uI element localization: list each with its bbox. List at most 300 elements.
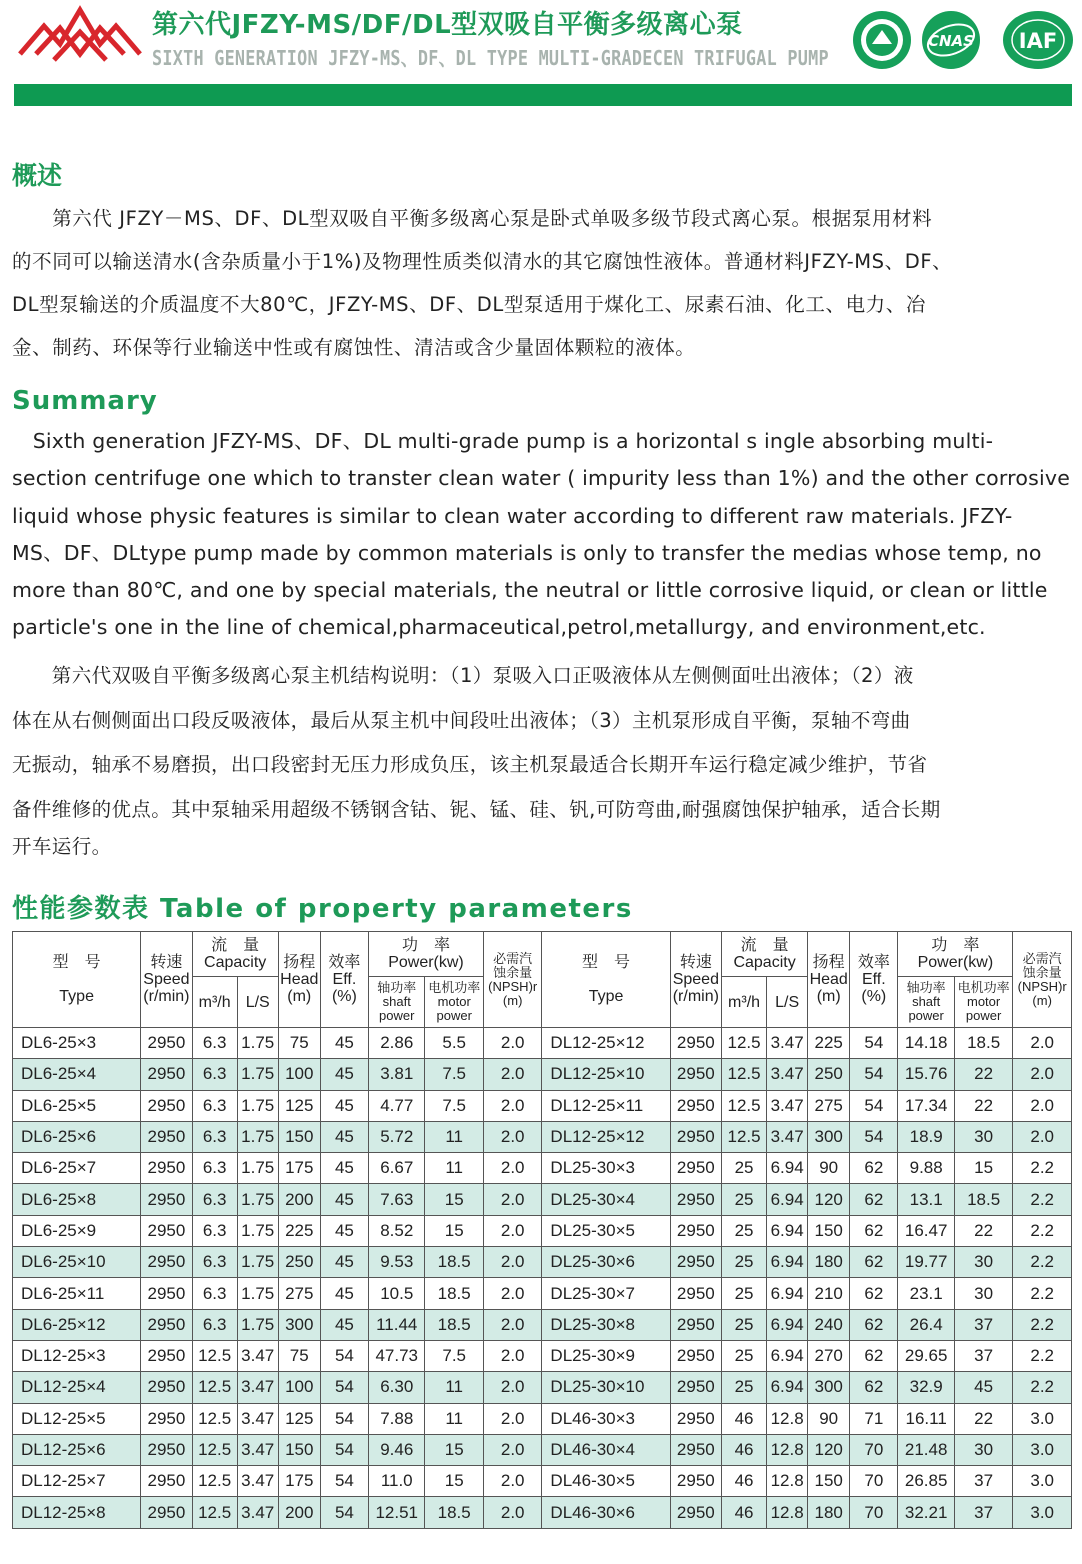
table-cell: 16.47 bbox=[898, 1215, 954, 1246]
table-cell: 12.8 bbox=[767, 1466, 808, 1497]
table-cell: 18.5 bbox=[425, 1309, 483, 1340]
power-column-header bbox=[898, 932, 1013, 977]
table-cell: 22 bbox=[954, 1215, 1012, 1246]
npsh-header-unit: (m) bbox=[1032, 992, 1052, 1008]
table-cell: 2950 bbox=[670, 1340, 721, 1371]
table-cell: 26.85 bbox=[898, 1466, 954, 1497]
npsh-header-en: (NPSH)r bbox=[1017, 978, 1067, 994]
pump-model-cell: DL6-25×12 bbox=[13, 1309, 141, 1340]
table-cell: 3.47 bbox=[237, 1466, 278, 1497]
table-cell: 11 bbox=[425, 1372, 483, 1403]
table-cell: 3.0 bbox=[1013, 1403, 1072, 1434]
table-cell: 12.5 bbox=[721, 1090, 766, 1121]
table-cell: 90 bbox=[808, 1153, 850, 1184]
capacity-m3h-header bbox=[721, 977, 766, 1028]
table-cell: 37 bbox=[954, 1466, 1012, 1497]
table-cell: 2.2 bbox=[1013, 1278, 1072, 1309]
table-cell: 11 bbox=[425, 1153, 483, 1184]
table-cell: 2.0 bbox=[1013, 1059, 1072, 1090]
table-cell: 2.0 bbox=[1013, 1028, 1072, 1059]
pump-model-cell: DL25-30×3 bbox=[542, 1153, 670, 1184]
table-cell: 300 bbox=[278, 1309, 320, 1340]
table-cell: 7.63 bbox=[369, 1184, 425, 1215]
table-cell: 2950 bbox=[141, 1059, 192, 1090]
table-cell: 15 bbox=[954, 1153, 1012, 1184]
page-title-cn: 第六代JFZY-MS/DF/DL型双吸自平衡多级离心泵 bbox=[152, 10, 743, 40]
table-cell: 22 bbox=[954, 1090, 1012, 1121]
table-cell: 12.8 bbox=[767, 1497, 808, 1528]
pump-model-cell: DL6-25×11 bbox=[13, 1278, 141, 1309]
table-cell: 150 bbox=[808, 1466, 850, 1497]
table-cell: 37 bbox=[954, 1497, 1012, 1528]
table-cell: 2950 bbox=[670, 1247, 721, 1278]
efficiency-column-header bbox=[320, 932, 368, 1028]
pump-model-cell: DL6-25×9 bbox=[13, 1215, 141, 1246]
table-cell: 62 bbox=[850, 1153, 898, 1184]
overview-line: 金、制药、环保等行业输送中性或有腐蚀性、清洁或含少量固体颗粒的液体。 bbox=[12, 336, 696, 359]
capacity-header-en: Capacity bbox=[733, 954, 796, 971]
table-cell: 37 bbox=[954, 1340, 1012, 1371]
table-cell: 30 bbox=[954, 1434, 1012, 1465]
npsh-header-unit: (m) bbox=[502, 992, 523, 1008]
power-header-en: Power(kw) bbox=[917, 954, 994, 971]
pump-model-cell: DL25-30×8 bbox=[542, 1309, 670, 1340]
pump-model-cell: DL12-25×6 bbox=[13, 1434, 141, 1465]
table-cell: 1.75 bbox=[237, 1153, 278, 1184]
pump-model-cell: DL12-25×5 bbox=[13, 1403, 141, 1434]
table-cell: 32.21 bbox=[898, 1497, 954, 1528]
table-cell: 12.5 bbox=[192, 1372, 237, 1403]
capacity-m3h-header: m³/h bbox=[198, 993, 231, 1011]
pump-model-cell: DL46-30×6 bbox=[542, 1497, 670, 1528]
page-header bbox=[0, 0, 1082, 110]
motor-header-cn: 电机功率 bbox=[957, 980, 1010, 995]
table-cell: 225 bbox=[278, 1215, 320, 1246]
table-cell: 11.0 bbox=[369, 1466, 425, 1497]
table-cell: 17.34 bbox=[898, 1090, 954, 1121]
table-cell: 18.5 bbox=[954, 1028, 1012, 1059]
table-cell: 2950 bbox=[670, 1434, 721, 1465]
capacity-column-header bbox=[721, 932, 807, 977]
table-heading: 性能参数表 Table of property parameters bbox=[12, 894, 633, 924]
table-cell: 75 bbox=[278, 1028, 320, 1059]
table-row bbox=[13, 1278, 1072, 1309]
npsh-header-cn2: 蚀余量 bbox=[1022, 964, 1062, 980]
pump-model-cell: DL12-25×11 bbox=[542, 1090, 670, 1121]
table-cell: 54 bbox=[850, 1059, 898, 1090]
table-cell: 15 bbox=[425, 1434, 483, 1465]
table-cell: 54 bbox=[320, 1403, 368, 1434]
table-cell: 2.0 bbox=[483, 1278, 541, 1309]
page-title-en: SIXTH GENERATION JFZY-MS、DF、DL TYPE MULTI-GRADECEN TRIFUGAL PUMP bbox=[152, 46, 829, 70]
table-cell: 54 bbox=[320, 1340, 368, 1371]
capacity-ls-header bbox=[237, 977, 278, 1028]
table-cell: 54 bbox=[850, 1121, 898, 1152]
table-cell: 45 bbox=[320, 1090, 368, 1121]
table-cell: 4.77 bbox=[369, 1090, 425, 1121]
overview-heading: 概述 bbox=[12, 161, 63, 190]
capacity-column-header bbox=[192, 932, 278, 977]
table-cell: 2950 bbox=[670, 1184, 721, 1215]
table-cell: 120 bbox=[808, 1184, 850, 1215]
table-cell: 2.0 bbox=[483, 1309, 541, 1340]
table-cell: 8.52 bbox=[369, 1215, 425, 1246]
table-cell: 150 bbox=[808, 1215, 850, 1246]
power-header-en: Power(kw) bbox=[388, 954, 464, 971]
table-row bbox=[13, 1121, 1072, 1152]
motor-power-header bbox=[425, 977, 483, 1028]
pump-model-cell: DL46-30×4 bbox=[542, 1434, 670, 1465]
table-row bbox=[13, 1184, 1072, 1215]
type-header-cn: 型 号 bbox=[582, 954, 631, 971]
table-row bbox=[13, 1340, 1072, 1371]
table-cell: 125 bbox=[278, 1090, 320, 1121]
pump-model-cell: DL25-30×5 bbox=[542, 1215, 670, 1246]
table-cell: 6.3 bbox=[192, 1184, 237, 1215]
table-cell: 3.47 bbox=[237, 1372, 278, 1403]
table-cell: 6.94 bbox=[767, 1372, 808, 1403]
capacity-header-cn: 流 量 bbox=[211, 937, 260, 954]
table-cell: 22 bbox=[954, 1059, 1012, 1090]
speed-header-cn: 转速 bbox=[679, 954, 712, 971]
company-logo-icon bbox=[14, 2, 146, 64]
npsh-column-header bbox=[1013, 932, 1072, 1028]
summary-line: Sixth generation JFZY-MS、DF、DL multi-grade pump is a horizontal s ingle absorbing multi- bbox=[12, 429, 994, 453]
table-cell: 45 bbox=[320, 1215, 368, 1246]
pump-model-cell: DL46-30×3 bbox=[542, 1403, 670, 1434]
table-cell: 12.8 bbox=[767, 1403, 808, 1434]
table-cell: 62 bbox=[850, 1184, 898, 1215]
table-cell: 6.30 bbox=[369, 1372, 425, 1403]
pump-model-cell: DL12-25×7 bbox=[13, 1466, 141, 1497]
table-row bbox=[13, 1372, 1072, 1403]
pump-model-cell: DL12-25×10 bbox=[542, 1059, 670, 1090]
capacity-ls-header: L/S bbox=[775, 993, 800, 1011]
table-cell: 70 bbox=[850, 1497, 898, 1528]
table-cell: 32.9 bbox=[898, 1372, 954, 1403]
table-cell: 9.53 bbox=[369, 1247, 425, 1278]
table-cell: 18.5 bbox=[425, 1497, 483, 1528]
table-cell: 25 bbox=[721, 1215, 766, 1246]
table-cell: 12.8 bbox=[767, 1434, 808, 1465]
table-cell: 1.75 bbox=[237, 1090, 278, 1121]
motor-header-en1: motor bbox=[437, 994, 471, 1009]
shaft-header-cn: 轴功率 bbox=[906, 980, 946, 995]
eff-header-en: Eff. bbox=[861, 971, 886, 988]
table-cell: 25 bbox=[721, 1153, 766, 1184]
cnas-badge-icon bbox=[922, 11, 980, 69]
table-cell: 19.77 bbox=[898, 1247, 954, 1278]
table-cell: 15 bbox=[425, 1215, 483, 1246]
table-header bbox=[13, 932, 1072, 1028]
table-cell: 6.94 bbox=[767, 1184, 808, 1215]
head-header-en: Head bbox=[280, 971, 319, 988]
table-cell: 23.1 bbox=[898, 1278, 954, 1309]
table-row bbox=[13, 1403, 1072, 1434]
table-cell: 2.0 bbox=[483, 1497, 541, 1528]
table-body bbox=[13, 1028, 1072, 1529]
table-cell: 150 bbox=[278, 1434, 320, 1465]
table-cell: 25 bbox=[721, 1309, 766, 1340]
table-cell: 30 bbox=[954, 1247, 1012, 1278]
pump-model-cell: DL6-25×10 bbox=[13, 1247, 141, 1278]
table-cell: 30 bbox=[954, 1121, 1012, 1152]
motor-header-en2: power bbox=[436, 1008, 472, 1023]
table-cell: 2950 bbox=[670, 1278, 721, 1309]
table-cell: 1.75 bbox=[237, 1059, 278, 1090]
table-cell: 6.94 bbox=[767, 1309, 808, 1340]
table-cell: 2950 bbox=[670, 1497, 721, 1528]
capacity-ls-header bbox=[767, 977, 808, 1028]
head-header-en: Head bbox=[809, 971, 848, 988]
table-cell: 3.81 bbox=[369, 1059, 425, 1090]
table-cell: 2950 bbox=[141, 1153, 192, 1184]
table-row bbox=[13, 1466, 1072, 1497]
table-cell: 25 bbox=[721, 1278, 766, 1309]
table-row bbox=[13, 1434, 1072, 1465]
overview-line: 第六代 JFZY－MS、DF、DL型双吸自平衡多级离心泵是卧式单吸多级节段式离心泵。根据泵用材料 bbox=[12, 207, 933, 230]
table-cell: 16.11 bbox=[898, 1403, 954, 1434]
pump-model-cell: DL12-25×3 bbox=[13, 1340, 141, 1371]
table-cell: 2950 bbox=[670, 1090, 721, 1121]
table-row bbox=[13, 1497, 1072, 1528]
table-cell: 54 bbox=[320, 1372, 368, 1403]
motor-header-en1: motor bbox=[967, 994, 1001, 1009]
table-cell: 300 bbox=[808, 1121, 850, 1152]
eff-header-en: Eff. bbox=[332, 971, 357, 988]
table-cell: 62 bbox=[850, 1340, 898, 1371]
speed-header-cn: 转速 bbox=[150, 954, 183, 971]
table-cell: 25 bbox=[721, 1247, 766, 1278]
table-cell: 175 bbox=[278, 1153, 320, 1184]
cert-seal-icon bbox=[853, 11, 911, 69]
eff-header-cn: 效率 bbox=[328, 954, 361, 971]
table-cell: 6.3 bbox=[192, 1028, 237, 1059]
capacity-m3h-header: m³/h bbox=[728, 993, 761, 1011]
table-cell: 2950 bbox=[141, 1121, 192, 1152]
table-cell: 12.5 bbox=[192, 1340, 237, 1371]
npsh-header-cn1: 必需汽 bbox=[493, 950, 533, 966]
table-cell: 7.5 bbox=[425, 1340, 483, 1371]
power-header-cn: 功 率 bbox=[401, 937, 450, 954]
table-cell: 2.2 bbox=[1013, 1153, 1072, 1184]
table-cell: 18.5 bbox=[425, 1247, 483, 1278]
table-cell: 180 bbox=[808, 1497, 850, 1528]
efficiency-column-header bbox=[850, 932, 898, 1028]
table-cell: 3.47 bbox=[237, 1340, 278, 1371]
summary-line: more than 80℃, and one by special materials, the neutral or little corrosive liquid, or clean or little bbox=[12, 578, 1048, 603]
property-table bbox=[12, 931, 1072, 1529]
pump-model-cell: DL12-25×4 bbox=[13, 1372, 141, 1403]
head-column-header bbox=[278, 932, 320, 1028]
table-row bbox=[13, 1028, 1072, 1059]
pump-model-cell: DL25-30×4 bbox=[542, 1184, 670, 1215]
table-cell: 45 bbox=[320, 1121, 368, 1152]
table-cell: 9.46 bbox=[369, 1434, 425, 1465]
pump-model-cell: DL12-25×8 bbox=[13, 1497, 141, 1528]
table-cell: 2.0 bbox=[483, 1059, 541, 1090]
table-row bbox=[13, 1215, 1072, 1246]
table-cell: 2.0 bbox=[483, 1434, 541, 1465]
table-cell: 45 bbox=[320, 1247, 368, 1278]
table-cell: 2.0 bbox=[483, 1121, 541, 1152]
table-cell: 6.3 bbox=[192, 1247, 237, 1278]
table-cell: 1.75 bbox=[237, 1247, 278, 1278]
table-cell: 2950 bbox=[141, 1184, 192, 1215]
table-cell: 2.2 bbox=[1013, 1247, 1072, 1278]
table-cell: 46 bbox=[721, 1497, 766, 1528]
pump-model-cell: DL25-30×9 bbox=[542, 1340, 670, 1371]
speed-header-unit: (r/min) bbox=[143, 988, 190, 1005]
pump-model-cell: DL25-30×7 bbox=[542, 1278, 670, 1309]
table-cell: 13.1 bbox=[898, 1184, 954, 1215]
table-cell: 2950 bbox=[141, 1466, 192, 1497]
shaft-header-en2: power bbox=[379, 1008, 415, 1023]
eff-header-unit: (%) bbox=[861, 988, 887, 1005]
table-cell: 6.67 bbox=[369, 1153, 425, 1184]
table-cell: 2950 bbox=[670, 1403, 721, 1434]
table-cell: 22 bbox=[954, 1403, 1012, 1434]
type-header-cn: 型 号 bbox=[52, 954, 101, 971]
table-cell: 45 bbox=[954, 1372, 1012, 1403]
type-column-header bbox=[542, 932, 670, 1028]
table-cell: 3.0 bbox=[1013, 1497, 1072, 1528]
table-cell: 1.75 bbox=[237, 1309, 278, 1340]
table-cell: 18.5 bbox=[425, 1278, 483, 1309]
table-cell: 62 bbox=[850, 1215, 898, 1246]
table-cell: 2950 bbox=[670, 1121, 721, 1152]
table-cell: 45 bbox=[320, 1278, 368, 1309]
pump-model-cell: DL6-25×3 bbox=[13, 1028, 141, 1059]
npsh-column-header bbox=[483, 932, 541, 1028]
motor-header-cn: 电机功率 bbox=[428, 980, 481, 995]
table-cell: 3.47 bbox=[767, 1121, 808, 1152]
table-cell: 1.75 bbox=[237, 1121, 278, 1152]
table-cell: 70 bbox=[850, 1434, 898, 1465]
table-cell: 18.5 bbox=[954, 1184, 1012, 1215]
speed-header-en: Speed bbox=[143, 971, 190, 988]
table-cell: 1.75 bbox=[237, 1184, 278, 1215]
table-cell: 2.2 bbox=[1013, 1309, 1072, 1340]
table-cell: 2950 bbox=[141, 1403, 192, 1434]
table-cell: 45 bbox=[320, 1309, 368, 1340]
structure-line: 无振动，轴承不易磨损，出口段密封无压力形成负压，该主机泵最适合长期开车运行稳定减少维护，节省 bbox=[12, 753, 928, 776]
table-cell: 2950 bbox=[141, 1309, 192, 1340]
table-row bbox=[13, 1153, 1072, 1184]
table-cell: 12.5 bbox=[721, 1059, 766, 1090]
overview-line: 的不同可以输送清水(含杂质量小于1%)及物理性质类似清水的其它腐蚀性液体。普通材料JFZY-MS、DF、 bbox=[12, 250, 953, 273]
pump-model-cell: DL6-25×7 bbox=[13, 1153, 141, 1184]
table-cell: 70 bbox=[850, 1466, 898, 1497]
table-cell: 9.88 bbox=[898, 1153, 954, 1184]
table-cell: 100 bbox=[278, 1059, 320, 1090]
table-cell: 12.5 bbox=[192, 1497, 237, 1528]
table-cell: 2950 bbox=[670, 1309, 721, 1340]
table-cell: 2.0 bbox=[1013, 1090, 1072, 1121]
shaft-power-header bbox=[898, 977, 954, 1028]
table-cell: 2.0 bbox=[483, 1466, 541, 1497]
structure-paragraph bbox=[12, 654, 1074, 862]
table-cell: 12.5 bbox=[721, 1028, 766, 1059]
table-cell: 210 bbox=[808, 1278, 850, 1309]
table-cell: 62 bbox=[850, 1372, 898, 1403]
table-cell: 2.0 bbox=[483, 1372, 541, 1403]
table-cell: 12.5 bbox=[721, 1121, 766, 1152]
table-cell: 90 bbox=[808, 1403, 850, 1434]
table-cell: 3.47 bbox=[237, 1403, 278, 1434]
shaft-header-en1: shaft bbox=[382, 994, 411, 1009]
table-cell: 2950 bbox=[141, 1372, 192, 1403]
pump-model-cell: DL12-25×12 bbox=[542, 1028, 670, 1059]
table-cell: 275 bbox=[808, 1090, 850, 1121]
table-cell: 6.3 bbox=[192, 1121, 237, 1152]
table-cell: 12.5 bbox=[192, 1434, 237, 1465]
table-cell: 12.51 bbox=[369, 1497, 425, 1528]
table-cell: 54 bbox=[850, 1090, 898, 1121]
head-header-cn: 扬程 bbox=[283, 954, 316, 971]
table-cell: 2950 bbox=[670, 1028, 721, 1059]
certification-badges bbox=[850, 8, 1075, 70]
table-cell: 21.48 bbox=[898, 1434, 954, 1465]
table-cell: 3.47 bbox=[767, 1059, 808, 1090]
table-cell: 100 bbox=[278, 1372, 320, 1403]
table-cell: 6.3 bbox=[192, 1059, 237, 1090]
head-column-header bbox=[808, 932, 850, 1028]
pump-model-cell: DL6-25×6 bbox=[13, 1121, 141, 1152]
table-cell: 11 bbox=[425, 1121, 483, 1152]
speed-header-en: Speed bbox=[672, 971, 719, 988]
table-cell: 2.86 bbox=[369, 1028, 425, 1059]
table-cell: 25 bbox=[721, 1372, 766, 1403]
speed-header-unit: (r/min) bbox=[672, 988, 719, 1005]
table-cell: 6.3 bbox=[192, 1090, 237, 1121]
table-cell: 30 bbox=[954, 1278, 1012, 1309]
table-cell: 25 bbox=[721, 1184, 766, 1215]
table-cell: 11.44 bbox=[369, 1309, 425, 1340]
table-cell: 300 bbox=[808, 1372, 850, 1403]
overview-line: DL型泵输送的介质温度不大80℃，JFZY-MS、DF、DL型泵适用于煤化工、尿素石油、化工、电力、冶 bbox=[12, 293, 926, 316]
table-cell: 150 bbox=[278, 1121, 320, 1152]
head-header-unit: (m) bbox=[816, 988, 841, 1005]
speed-column-header bbox=[670, 932, 721, 1028]
pump-model-cell: DL25-30×6 bbox=[542, 1247, 670, 1278]
table-cell: 15 bbox=[425, 1184, 483, 1215]
table-cell: 2950 bbox=[670, 1466, 721, 1497]
table-cell: 6.3 bbox=[192, 1278, 237, 1309]
table-cell: 62 bbox=[850, 1247, 898, 1278]
summary-paragraph bbox=[12, 423, 1074, 647]
table-cell: 2.0 bbox=[483, 1340, 541, 1371]
table-cell: 47.73 bbox=[369, 1340, 425, 1371]
table-cell: 12.5 bbox=[192, 1403, 237, 1434]
table-cell: 2950 bbox=[141, 1434, 192, 1465]
table-cell: 2.0 bbox=[1013, 1121, 1072, 1152]
header-divider-bar bbox=[14, 84, 1072, 106]
head-header-cn: 扬程 bbox=[812, 954, 845, 971]
table-cell: 7.5 bbox=[425, 1090, 483, 1121]
pump-model-cell: DL6-25×8 bbox=[13, 1184, 141, 1215]
table-cell: 18.9 bbox=[898, 1121, 954, 1152]
summary-line: MS、DF、DLtype pump made by common materials is only to transfer the medias whose temp, no bbox=[12, 540, 1042, 565]
table-cell: 2950 bbox=[670, 1153, 721, 1184]
capacity-m3h-header bbox=[192, 977, 237, 1028]
table-cell: 6.94 bbox=[767, 1247, 808, 1278]
table-cell: 2950 bbox=[670, 1059, 721, 1090]
table-row bbox=[13, 1247, 1072, 1278]
table-cell: 29.65 bbox=[898, 1340, 954, 1371]
table-cell: 15 bbox=[425, 1466, 483, 1497]
table-cell: 25 bbox=[721, 1340, 766, 1371]
